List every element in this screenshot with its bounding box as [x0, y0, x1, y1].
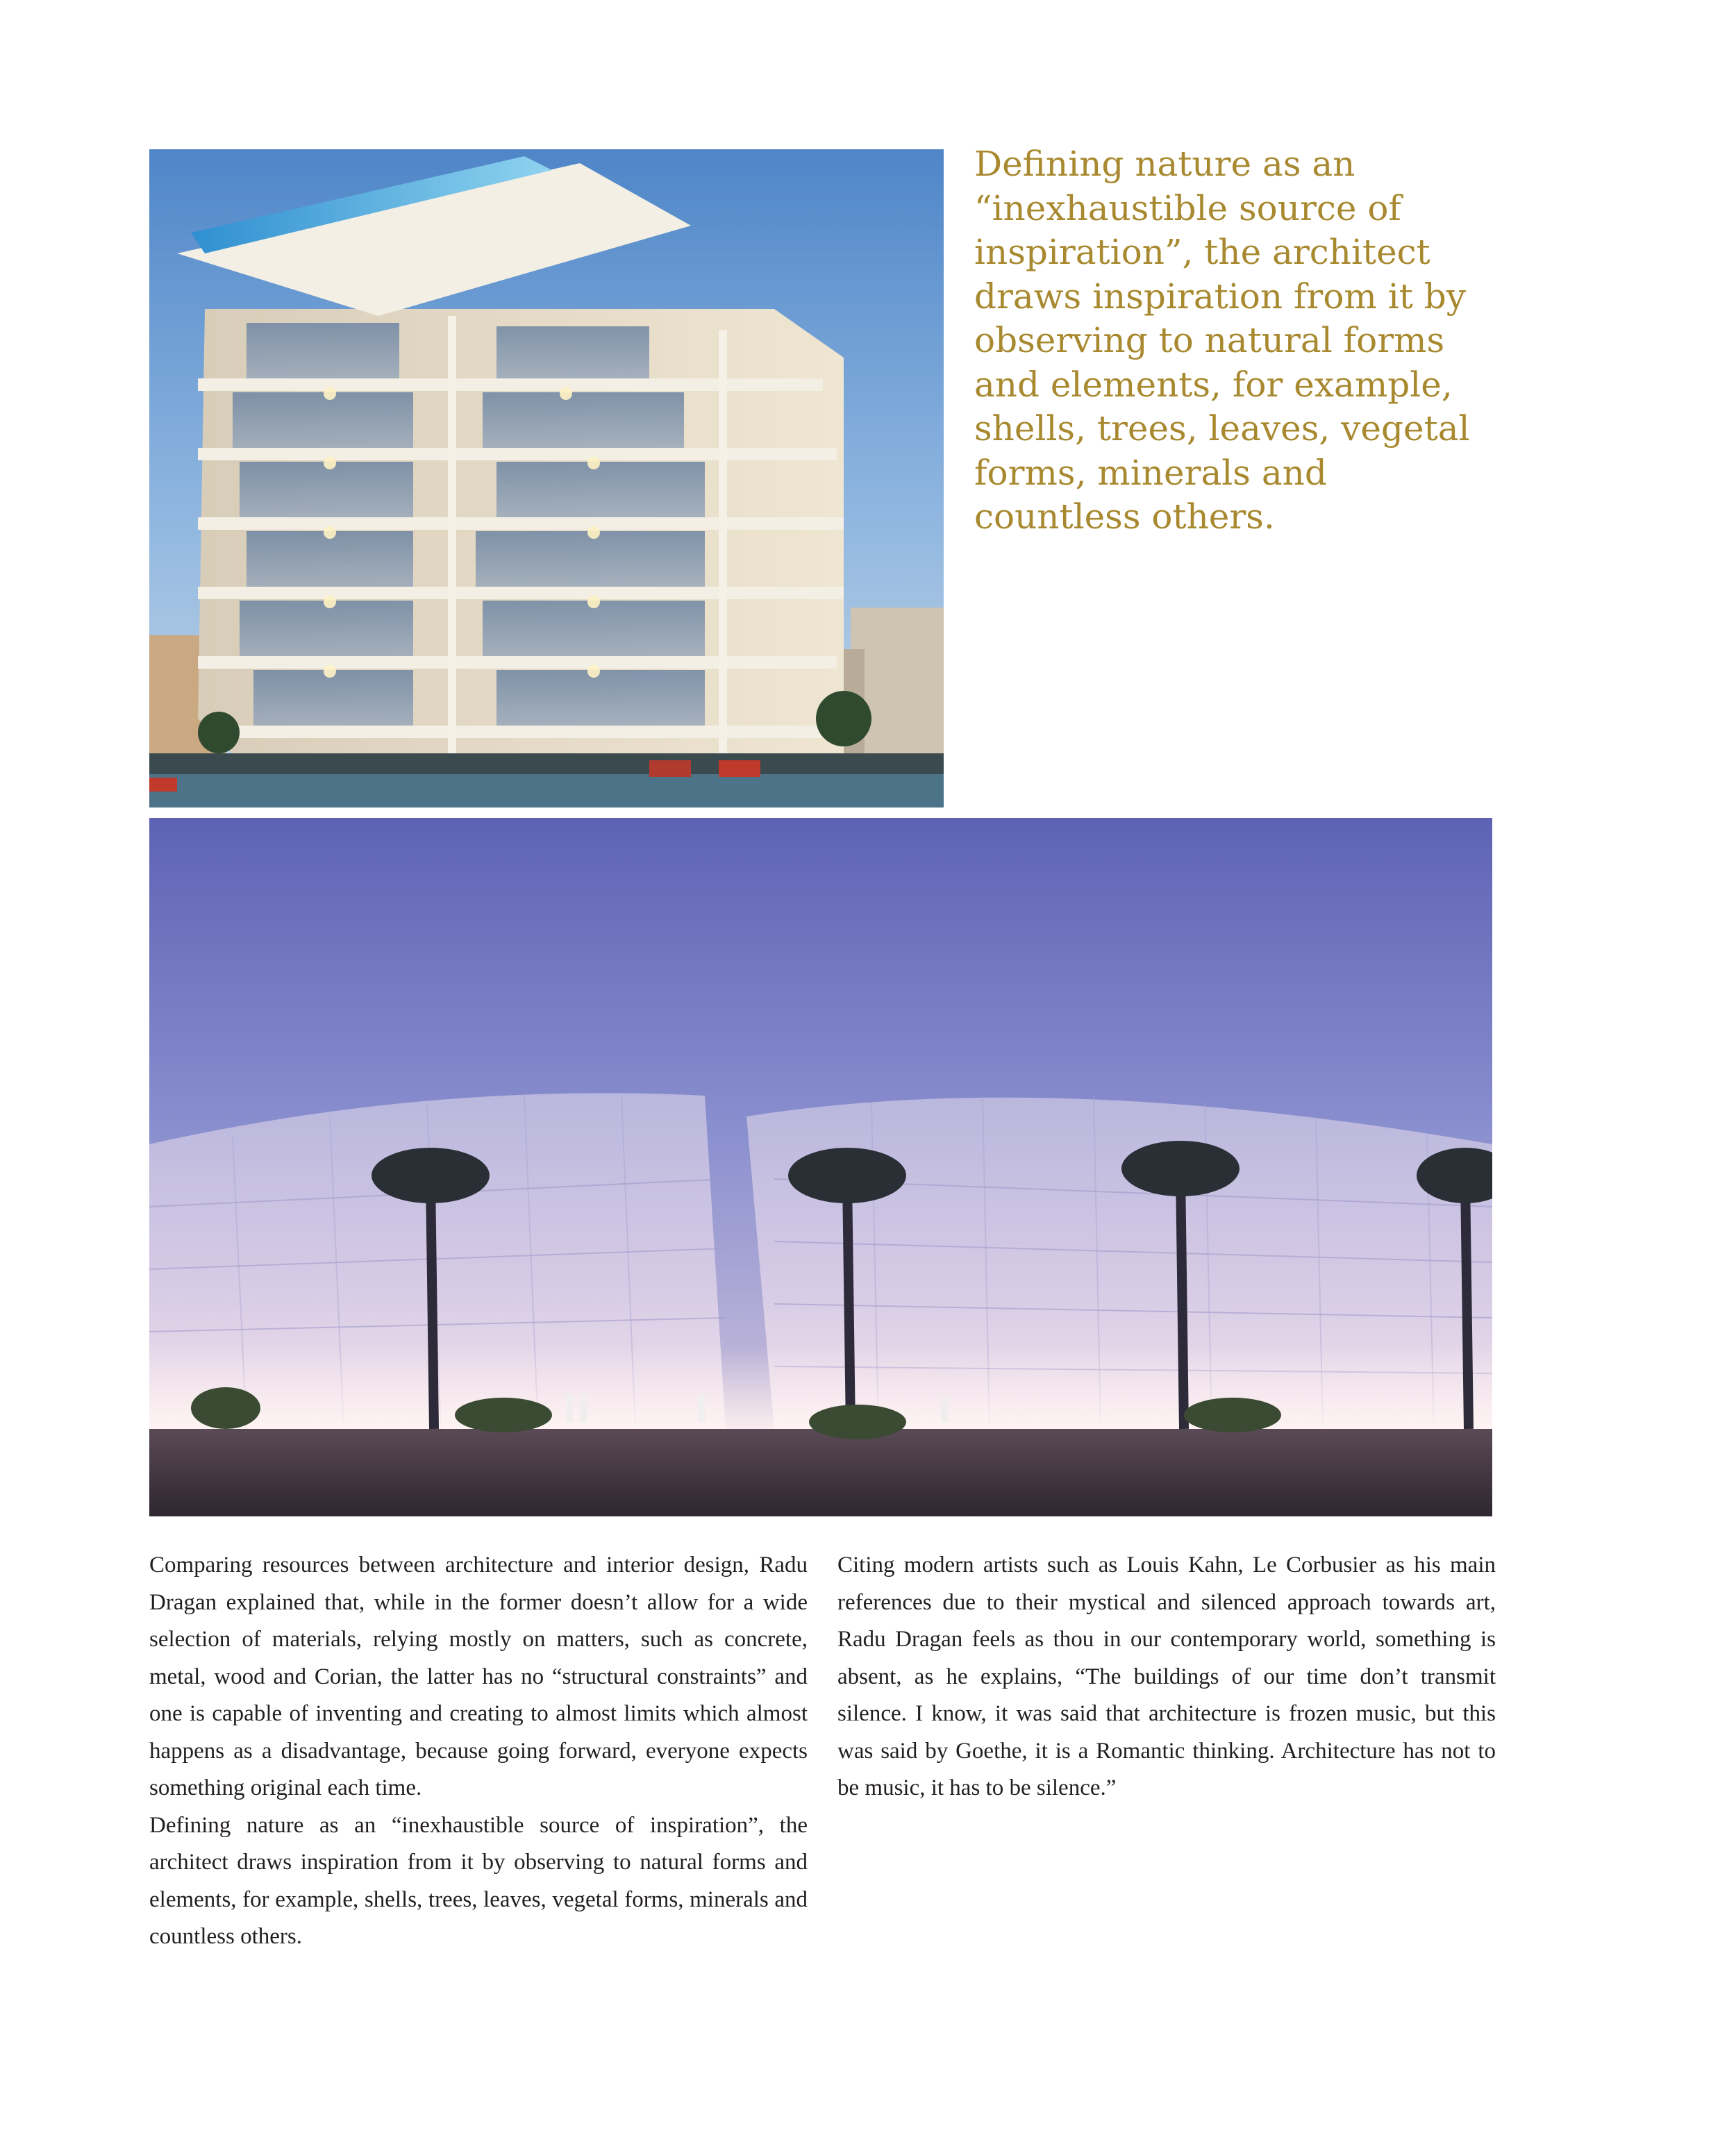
- glass-pavilion-photo: [149, 818, 1492, 1516]
- body-column-left: [149, 1547, 808, 1956]
- body-paragraph: Defining nature as an “inexhaustible source of inspiration”, the architect draws inspiration from it by observing to natural forms and elements, for example, shells, trees, leaves, vegetal forms, minerals and countless others.: [149, 1812, 808, 1949]
- pull-quote: Defining nature as an “inexhaustible source of inspiration”, the architect draws inspiration from it by observing to natural forms and elements, for example, shells, trees, leaves, vegetal forms, minerals and countless others.: [974, 144, 1470, 537]
- body-column-right: [837, 1547, 1496, 1807]
- body-paragraph: Comparing resources between architecture and interior design, Radu Dragan explained that, while in the former doesn’t allow for a wide selection of materials, relying mostly on matters, such as concrete, metal, wood and Corian, the latter has no “structural constraints” and one is capable of inventing and creating to almost limits which almost happens as a disadvantage, because going forward, everyone expects something original each time.: [149, 1552, 808, 1800]
- body-paragraph: Citing modern artists such as Louis Kahn, Le Corbusier as his main references due to their mystical and silenced approach towards art, Radu Dragan feels as thou in our contemporary world, something is absent, as he explains, “The buildings of our time don’t transmit silence. I know, it was said that architecture is frozen music, but this was said by Goethe, it is a Romantic thinking. Architecture has not to be music, it has to be silence.”: [837, 1552, 1496, 1800]
- residential-tower-photo: [149, 149, 944, 807]
